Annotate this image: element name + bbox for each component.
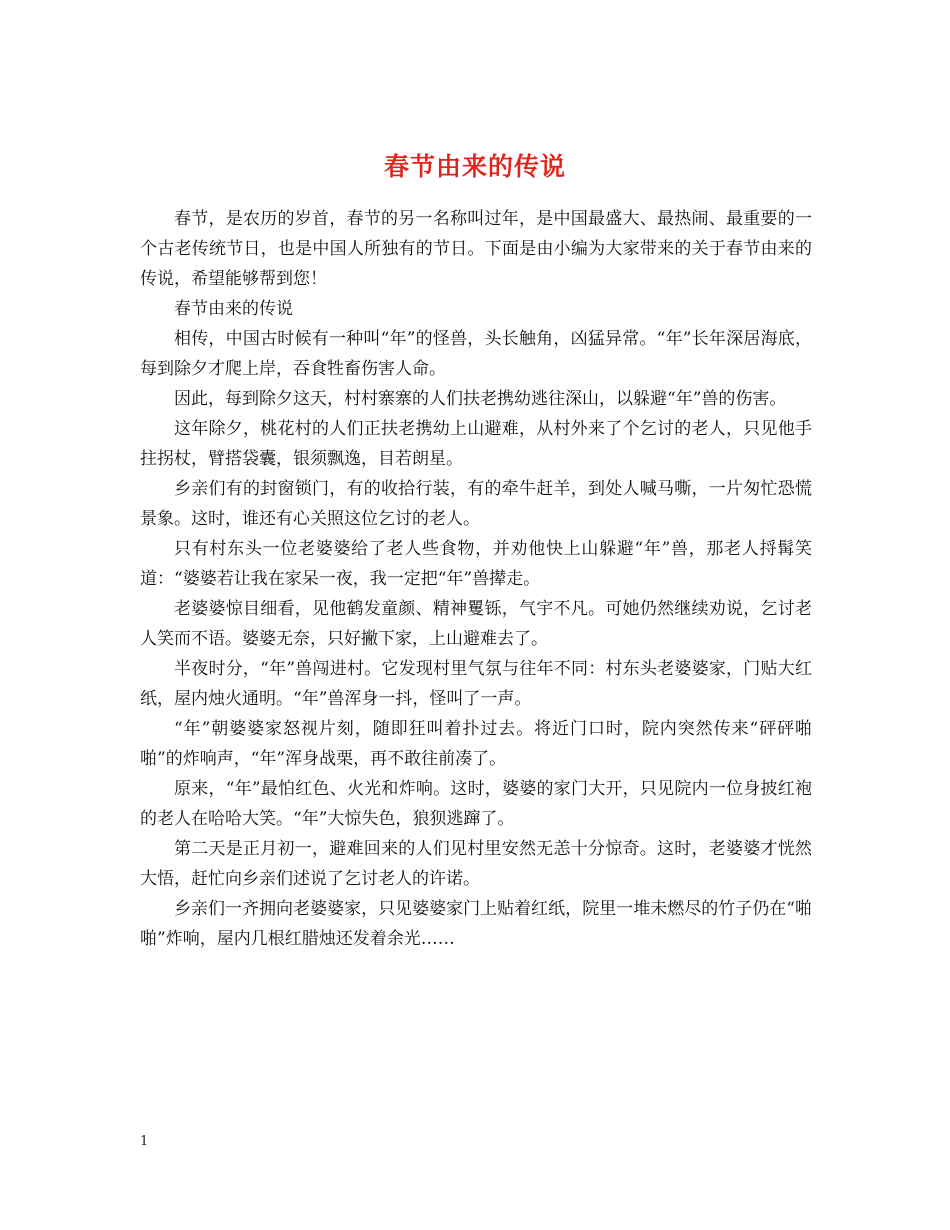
paragraph: 相传，中国古时候有一种叫“年”的怪兽，头长触角，凶猛异常。“年”长年深居海底，每到除夕才爬上岸，吞食牲畜伤害人命。 [140,329,812,379]
paragraph-intro: 春节，是农历的岁首，春节的另一名称叫过年，是中国最盛大、最热闹、最重要的一个古老传统节日，也是中国人所独有的节日。下面是由小编为大家带来的关于春节由来的传说，希望能够帮到您！ [140,209,812,289]
paragraph: 半夜时分，“年”兽闯进村。它发现村里气氛与往年不同：村东头老婆婆家，门贴大红纸，屋内烛火通明。“年”兽浑身一抖，怪叫了一声。 [140,659,812,709]
paragraph: 因此，每到除夕这天，村村寨寨的人们扶老携幼逃往深山，以躲避“年”兽的伤害。 [174,389,787,409]
paragraph: 原来，“年”最怕红色、火光和炸响。这时，婆婆的家门大开，只见院内一位身披红袍的老人在哈哈大笑。“年”大惊失色，狼狈逃蹿了。 [140,779,812,829]
page-number: 1 [140,1134,149,1149]
paragraph: 老婆婆惊目细看，见他鹤发童颜、精神矍铄，气宇不凡。可她仍然继续劝说，乞讨老人笑而不语。婆婆无奈，只好撇下家，上山避难去了。 [140,599,812,649]
paragraph: 第二天是正月初一，避难回来的人们见村里安然无恙十分惊奇。这时，老婆婆才恍然大悟，赶忙向乡亲们述说了乞讨老人的许诺。 [140,839,812,889]
document-title: 春节由来的传说 [383,151,566,181]
paragraph: 这年除夕，桃花村的人们正扶老携幼上山避难，从村外来了个乞讨的老人，只见他手拄拐杖，臂搭袋囊，银须飘逸，目若朗星。 [140,419,812,469]
paragraph: 只有村东头一位老婆婆给了老人些食物，并劝他快上山躲避“年”兽，那老人捋髯笑道：“婆婆若让我在家呆一夜，我一定把“年”兽撵走。 [140,539,812,589]
paragraph-subheading: 春节由来的传说 [174,299,293,319]
paragraph: 乡亲们一齐拥向老婆婆家，只见婆婆家门上贴着红纸，院里一堆未燃尽的竹子仍在“啪啪”炸响，屋内几根红腊烛还发着余光…… [140,899,812,949]
paragraph: “年”朝婆婆家怒视片刻，随即狂叫着扑过去。将近门口时，院内突然传来“砰砰啪啪”的炸响声，“年”浑身战栗，再不敢往前凑了。 [140,719,812,769]
paragraph: 乡亲们有的封窗锁门，有的收拾行装，有的牵牛赶羊，到处人喊马嘶，一片匆忙恐慌景象。这时，谁还有心关照这位乞讨的老人。 [140,479,812,529]
document-body [140,204,812,954]
